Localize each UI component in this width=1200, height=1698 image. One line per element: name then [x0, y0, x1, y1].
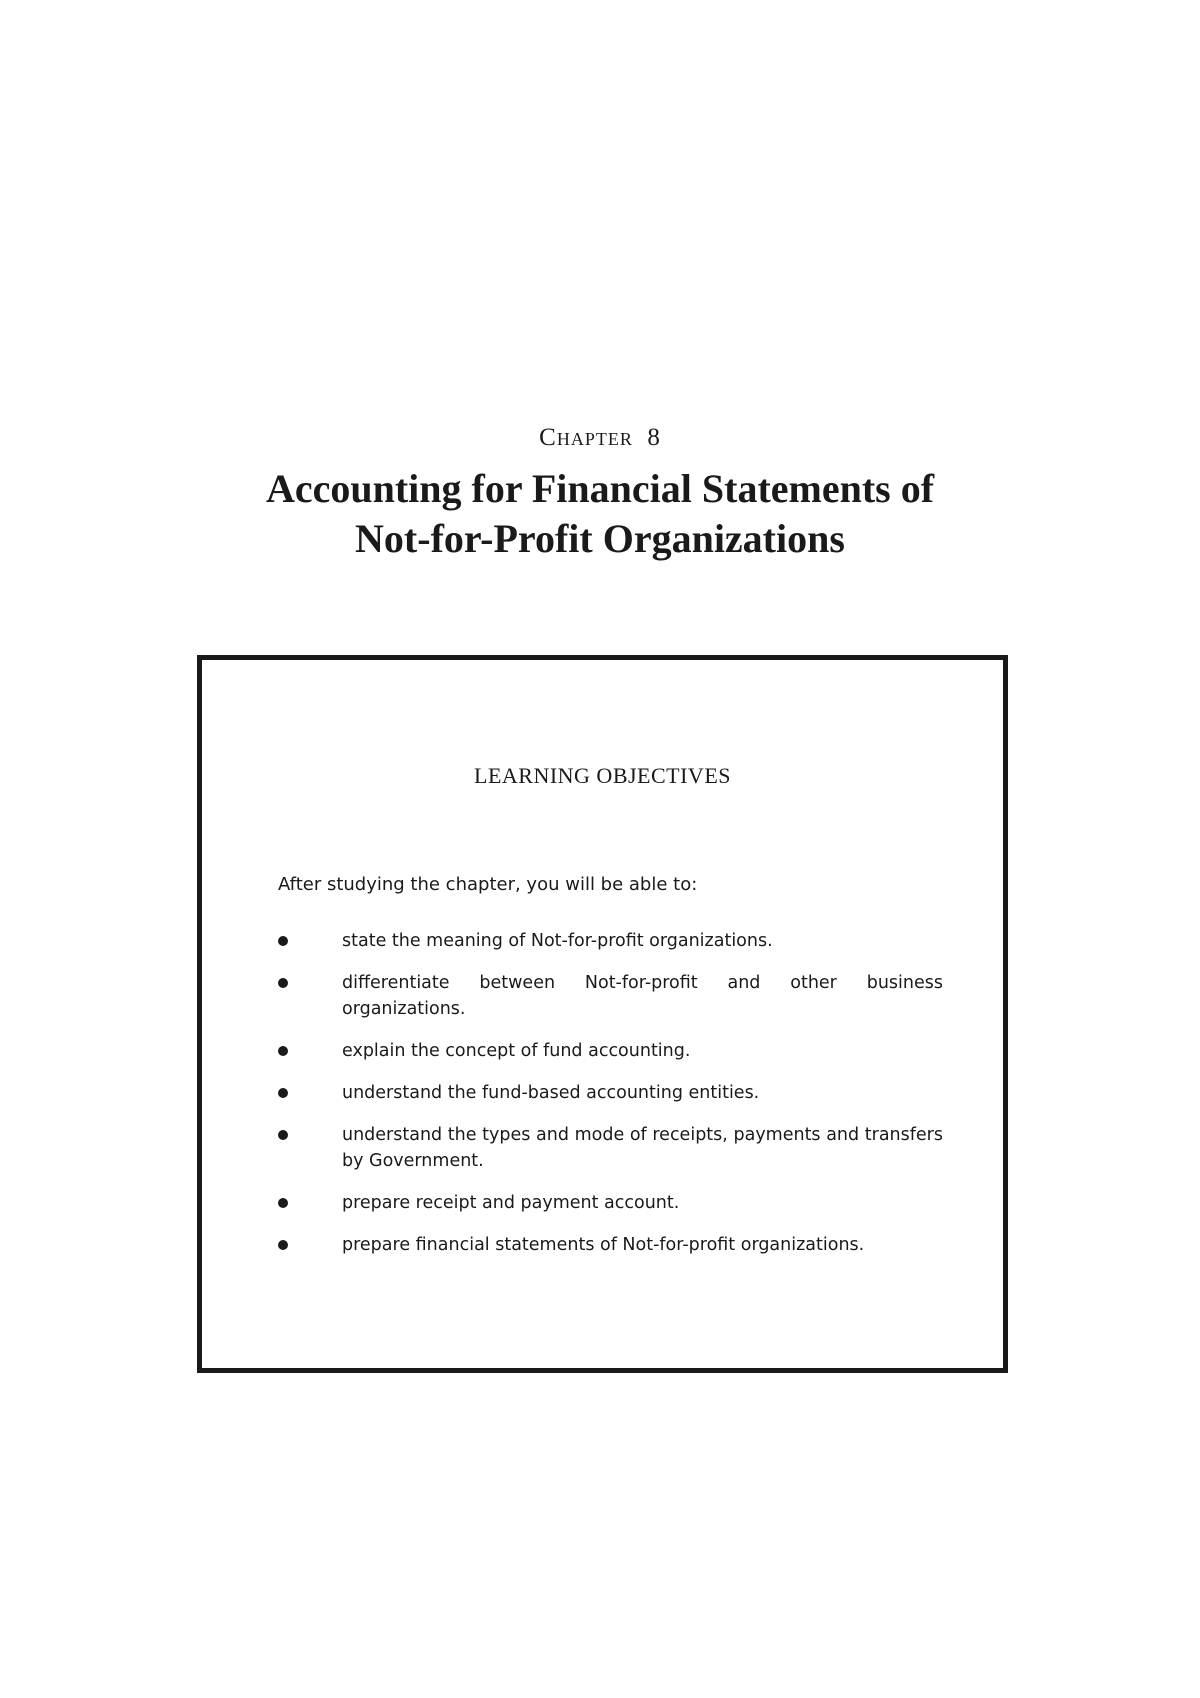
objective-text: prepare financial statements of Not-for-profit organizations.: [342, 1235, 865, 1255]
learning-objectives-heading: LEARNING OBJECTIVES: [474, 763, 731, 788]
objective-item: [278, 970, 943, 1022]
objective-item: [278, 1080, 943, 1106]
objective-text: prepare receipt and payment account.: [342, 1193, 680, 1213]
chapter-title-line-1: Accounting for Financial Statements of: [265, 466, 935, 511]
bullet-icon: [278, 936, 288, 946]
objective-item: [278, 1232, 943, 1258]
objectives-list: [278, 928, 943, 1274]
objective-item: [278, 1190, 943, 1216]
bullet-icon: [278, 1046, 288, 1056]
chapter-label-rest: HAPTER: [556, 429, 633, 449]
chapter-label-initial: C: [539, 424, 557, 451]
chapter-title-line-2: Not-for-Profit Organizations: [355, 516, 845, 561]
bullet-icon: [278, 1088, 288, 1098]
bullet-icon: [278, 1198, 288, 1208]
objective-item: [278, 1122, 943, 1174]
objective-text: understand the fund-based accounting entities.: [342, 1083, 760, 1103]
objective-text: differentiate between Not-for-profit and other business organizations.: [342, 973, 943, 1019]
objective-text: understand the types and mode of receipts, payments and transfers by Government.: [342, 1125, 943, 1171]
objectives-intro: After studying the chapter, you will be able to:: [278, 874, 698, 895]
bullet-icon: [278, 978, 288, 988]
chapter-title: [0, 464, 1200, 564]
objective-text: state the meaning of Not-for-profit organizations.: [342, 931, 773, 951]
chapter-label: [0, 424, 1200, 452]
objective-item: [278, 1038, 943, 1064]
objective-item: [278, 928, 943, 954]
chapter-number: 8: [647, 424, 661, 451]
objective-text: explain the concept of fund accounting.: [342, 1041, 691, 1061]
bullet-icon: [278, 1130, 288, 1140]
learning-objectives-box: [197, 655, 1008, 1373]
bullet-icon: [278, 1240, 288, 1250]
